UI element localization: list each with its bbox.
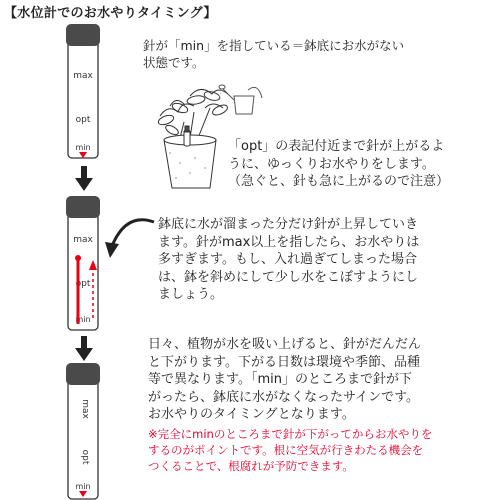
watering-instruction: 「opt」の表記付近まで針が上がるよ うに、ゆっくりお水やりをします。 （急ぐと、針も急に上がるので注意） <box>228 139 450 189</box>
down-arrow-icon <box>75 166 93 192</box>
step1-description: 針が「min」を指している＝鉢底にお水がない 状態です。 <box>143 38 405 70</box>
gauge-max-label: max <box>80 399 90 419</box>
root-rot-note: ※完全にminのところまで針が下がってからお水やりを するのがポイントです。根に空気が行きわたる機会を つくることで、根腐れが予防できます。 <box>148 427 433 473</box>
gauge-min-label: min <box>75 315 91 324</box>
step2-description: 鉢底に水が溜まった分だけ針が上昇していき ます。針がmax以上を指したら、お水やりは 多すぎます。もし、入れ過ぎてしまった場合 は、鉢を斜めにして少し水をこぼすようにし ましょう。 <box>158 217 420 302</box>
gauge-opt-label: opt <box>75 115 91 125</box>
step3-description: 日々、植物が水を吸い上げると、針がだんだん と下がります。下がる日数は環境や季節、品種 等で異なります。「min」のところまで針が下 がったら、鉢底に水がなくなったサインです。 お水やりのタイミングとなります。 <box>148 337 422 422</box>
water-gauge-falling <box>60 363 106 500</box>
gauge-min-label: min <box>75 143 91 152</box>
gauge-opt-label: opt <box>75 279 91 289</box>
gauge-max-label: max <box>73 71 93 81</box>
gauge-cap <box>66 24 100 46</box>
down-arrow-icon <box>75 336 93 362</box>
water-gauge-empty <box>60 24 106 159</box>
gauge-cap <box>66 363 100 385</box>
gauge-min-label: min <box>75 482 91 491</box>
gauge-cap <box>66 196 100 218</box>
gauge-max-label: max <box>73 235 93 245</box>
water-gauge-rising <box>60 196 106 331</box>
curved-arrow-icon <box>102 212 158 264</box>
page-title: 【水位計でのお水やりタイミング】 <box>4 6 217 21</box>
gauge-opt-label: opt <box>80 449 90 465</box>
